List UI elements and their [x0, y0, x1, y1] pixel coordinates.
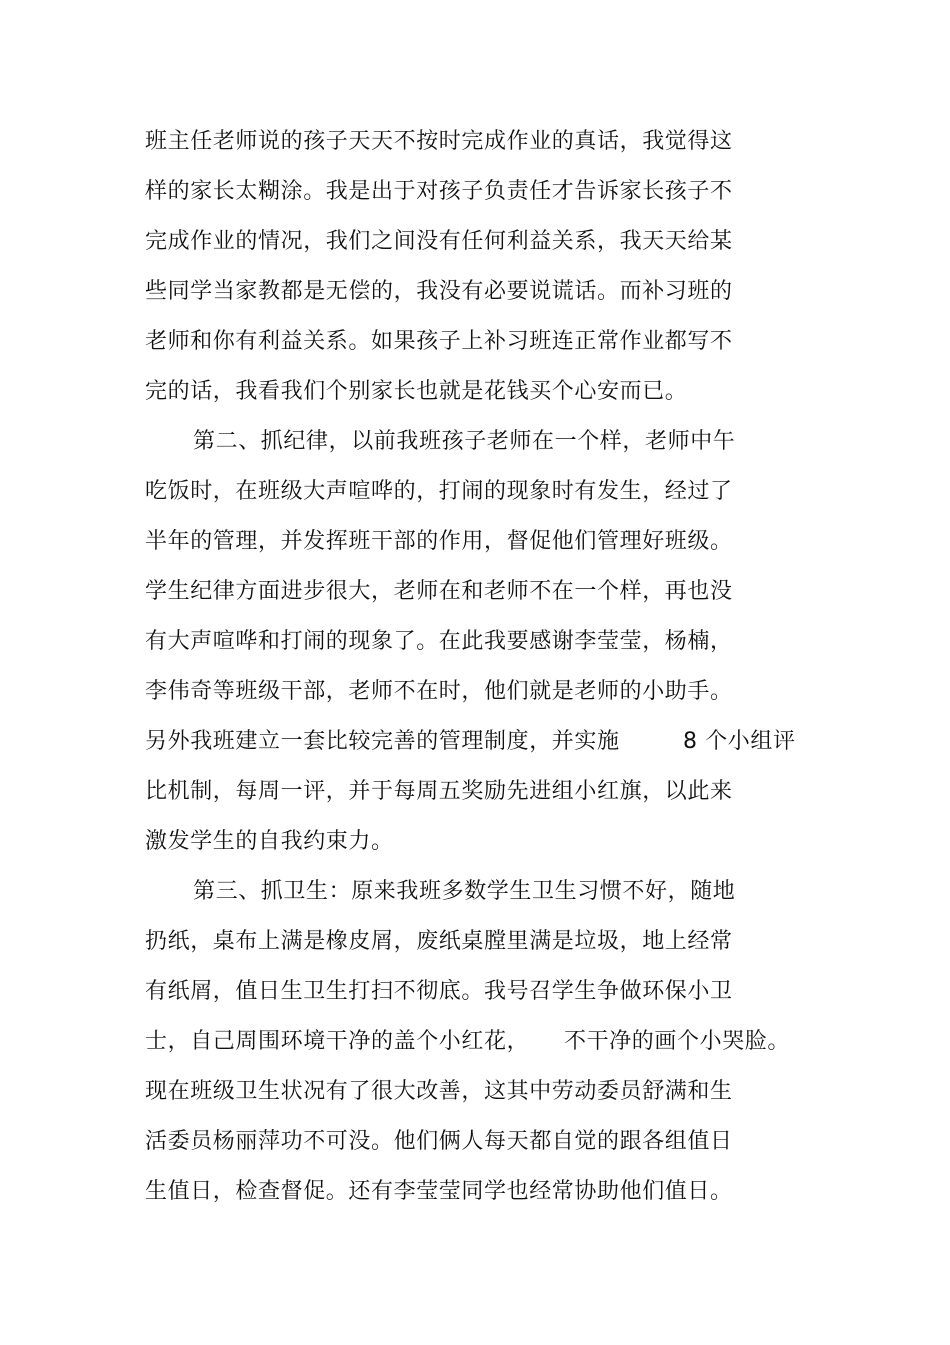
text-line: 李伟奇等班级干部，老师不在时，他们就是老师的小助手。	[145, 679, 733, 704]
text-line: 士，自己周围环境干净的盖个小红花，	[145, 1029, 530, 1054]
text-line: 现在班级卫生状况有了很大改善，这其中劳动委员舒满和生	[145, 1079, 733, 1104]
text-line: 比机制，每周一评，并于每周五奖励先进组小红旗，以此来	[145, 779, 733, 804]
text-line: 完的话，我看我们个别家长也就是花钱买个心安而已。	[145, 379, 688, 404]
text-line: 扔纸，桌布上满是橡皮屑，废纸桌膛里满是垃圾，地上经常	[145, 929, 733, 954]
text-line: 学生纪律方面进步很大，老师在和老师不在一个样，再也没	[145, 579, 733, 604]
text-line: 吃饭时，在班级大声喧哗的，打闹的现象时有发生，经过了	[145, 479, 733, 504]
paragraph-first-line: 第三、抓卫生：原来我班多数学生卫生习惯不好，随地	[193, 879, 736, 904]
text-line: 样的家长太糊涂。我是出于对孩子负责任才告诉家长孩子不	[145, 179, 733, 204]
text-line-fragment: 8 个小组评	[683, 729, 796, 754]
text-line: 生值日，检查督促。还有李莹莹同学也经常协助他们值日。	[145, 1179, 733, 1204]
paragraph-first-line: 第二、抓纪律，以前我班孩子老师在一个样，老师中午	[193, 429, 736, 454]
text-line: 有大声喧哗和打闹的现象了。在此我要感谢李莹莹，杨楠，	[145, 629, 733, 654]
text-line: 完成作业的情况，我们之间没有任何利益关系，我天天给某	[145, 229, 733, 254]
text-line: 些同学当家教都是无偿的，我没有必要说谎话。而补习班的	[145, 279, 733, 304]
text-line: 半年的管理，并发挥班干部的作用，督促他们管理好班级。	[145, 529, 733, 554]
text-line-fragment: 不干净的画个小哭脸。	[564, 1029, 791, 1054]
text-line: 老师和你有利益关系。如果孩子上补习班连正常作业都写不	[145, 329, 733, 354]
text-line: 活委员杨丽萍功不可没。他们俩人每天都自觉的跟各组值日	[145, 1129, 733, 1154]
text-line: 激发学生的自我约束力。	[145, 829, 394, 854]
text-line: 班主任老师说的孩子天天不按时完成作业的真话，我觉得这	[145, 129, 733, 154]
text-line: 另外我班建立一套比较完善的管理制度，并实施	[145, 729, 620, 754]
text-line: 有纸屑，值日生卫生打扫不彻底。我号召学生争做环保小卫	[145, 979, 733, 1004]
